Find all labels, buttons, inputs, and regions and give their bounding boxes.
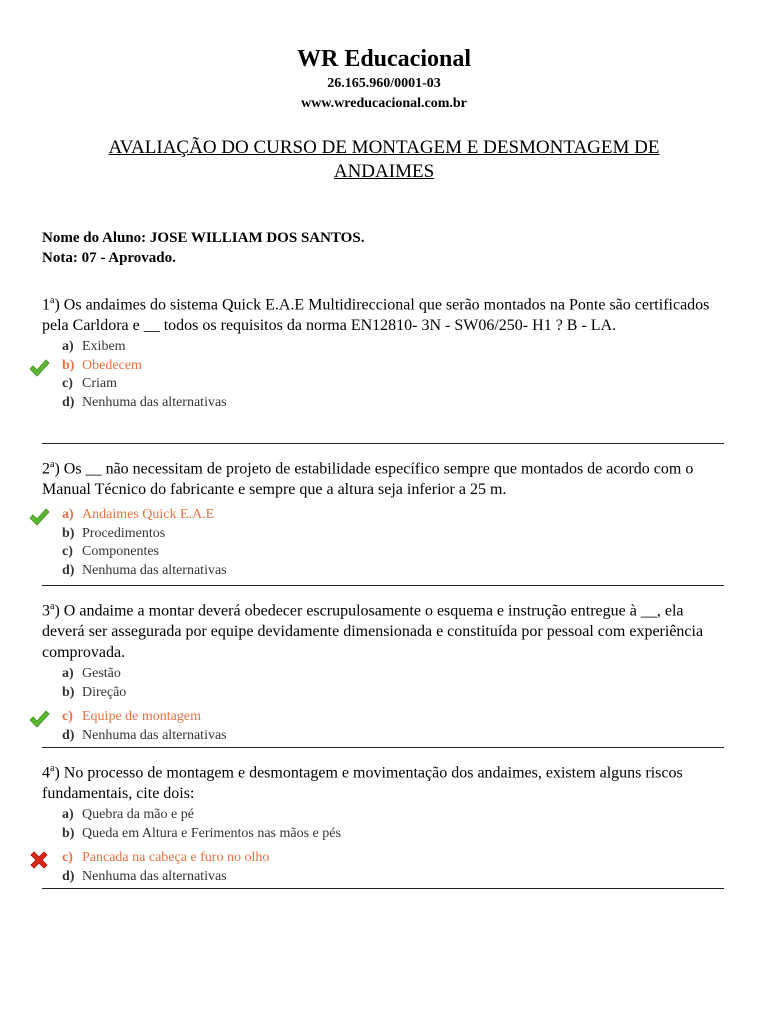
question-divider — [42, 443, 724, 444]
option-text: Equipe de montagem — [82, 709, 201, 725]
question-number: 2 — [42, 460, 50, 478]
option-letter: d) — [62, 562, 75, 578]
option-text: Quebra da mão e pé — [82, 807, 194, 823]
option-letter: d) — [62, 394, 75, 410]
option-letter: d) — [62, 868, 75, 884]
option-text: Pancada na cabeça e furo no olho — [82, 850, 270, 866]
option-text: Direção — [82, 684, 127, 700]
option-a[interactable] — [42, 338, 724, 357]
question-divider — [42, 747, 724, 748]
option-letter: c) — [62, 376, 73, 392]
option-text: Exibem — [82, 339, 126, 355]
option-letter: a) — [62, 666, 74, 682]
question-text — [42, 290, 724, 336]
option-d[interactable] — [42, 727, 724, 746]
option-d[interactable] — [42, 868, 724, 887]
option-text: Nenhuma das alternativas — [82, 394, 227, 410]
option-text: Nenhuma das alternativas — [82, 562, 227, 578]
option-letter: a) — [62, 807, 74, 823]
option-letter: b) — [62, 684, 75, 700]
option-letter: a) — [62, 507, 74, 523]
options-list — [42, 665, 724, 745]
question-ordinal: a — [50, 601, 55, 612]
student-info — [42, 228, 364, 268]
question-statement: ) O andaime a montar deverá obedecer escrupulosamente o esquema e instrução entregue à __, ela deverá ser assegurada por equipe devidamente dimensionada e constituída por pessoal com experiência comprovada. — [42, 602, 704, 662]
option-letter: b) — [62, 357, 75, 373]
student-name: Nome do Aluno: JOSE WILLIAM DOS SANTOS. — [42, 230, 365, 246]
student-grade: Nota: 07 - Aprovado. — [42, 250, 176, 266]
question-ordinal: a — [50, 459, 55, 470]
option-text: Nenhuma das alternativas — [82, 868, 227, 884]
option-a[interactable] — [42, 506, 724, 525]
question-statement: ) Os andaimes do sistema Quick E.A.E Multidireccional que serão montados na Ponte são certificados pela Carldora e __ todos os requisitos da norma EN12810- 3N - SW06/250- H1 ? B - LA. — [42, 296, 710, 335]
option-letter: c) — [62, 544, 73, 560]
option-letter: c) — [62, 850, 73, 866]
option-a[interactable] — [42, 806, 724, 825]
option-letter: b) — [62, 825, 75, 841]
question-text — [42, 454, 724, 500]
option-d[interactable] — [42, 562, 724, 581]
option-c[interactable] — [42, 543, 724, 562]
option-text: Componentes — [82, 544, 159, 560]
question-2 — [42, 454, 724, 580]
option-letter: b) — [62, 525, 75, 541]
company-website: www.wreducacional.com.br — [301, 96, 467, 111]
title-line-1: AVALIAÇÃO DO CURSO DE MONTAGEM E DESMONTAGEM DE — [108, 137, 660, 158]
document-header — [0, 44, 768, 114]
title-line-2: ANDAIMES — [333, 161, 435, 182]
question-number: 3 — [42, 602, 50, 620]
option-b[interactable] — [42, 825, 724, 844]
question-1 — [42, 290, 724, 412]
option-letter: c) — [62, 709, 73, 725]
option-a[interactable] — [42, 665, 724, 684]
option-text: Criam — [82, 376, 117, 392]
options-list — [42, 338, 724, 412]
option-b[interactable] — [42, 357, 724, 376]
option-text: Nenhuma das alternativas — [82, 727, 227, 743]
option-b[interactable] — [42, 684, 724, 703]
option-c[interactable] — [42, 375, 724, 394]
option-letter: d) — [62, 727, 75, 743]
option-text: Obedecem — [82, 357, 142, 373]
question-number: 4 — [42, 764, 50, 782]
document-title — [60, 136, 708, 184]
question-text — [42, 758, 724, 804]
question-text — [42, 596, 724, 663]
options-list — [42, 506, 724, 580]
option-text: Andaimes Quick E.A.E — [82, 507, 215, 523]
option-text: Queda em Altura e Ferimentos nas mãos e pés — [82, 825, 341, 841]
question-divider — [42, 585, 724, 586]
question-divider — [42, 888, 724, 889]
question-3 — [42, 596, 724, 745]
option-text: Procedimentos — [82, 525, 166, 541]
option-c[interactable] — [42, 849, 724, 868]
option-c[interactable] — [42, 708, 724, 727]
company-cnpj: 26.165.960/0001-03 — [327, 76, 441, 91]
question-statement: ) No processo de montagem e desmontagem e movimentação dos andaimes, existem alguns riscos fundamentais, cite dois: — [42, 764, 683, 803]
question-4 — [42, 758, 724, 886]
question-statement: ) Os __ não necessitam de projeto de estabilidade específico sempre que montados de acordo com o Manual Técnico do fabricante e sempre que a altura seja inferior a 25 m. — [42, 460, 694, 499]
option-text: Gestão — [82, 666, 121, 682]
question-ordinal: a — [50, 763, 55, 774]
options-list — [42, 806, 724, 886]
option-d[interactable] — [42, 394, 724, 413]
question-number: 1 — [42, 296, 50, 314]
option-letter: a) — [62, 339, 74, 355]
option-b[interactable] — [42, 525, 724, 544]
question-ordinal: a — [50, 295, 55, 306]
company-name: WR Educacional — [296, 46, 472, 72]
